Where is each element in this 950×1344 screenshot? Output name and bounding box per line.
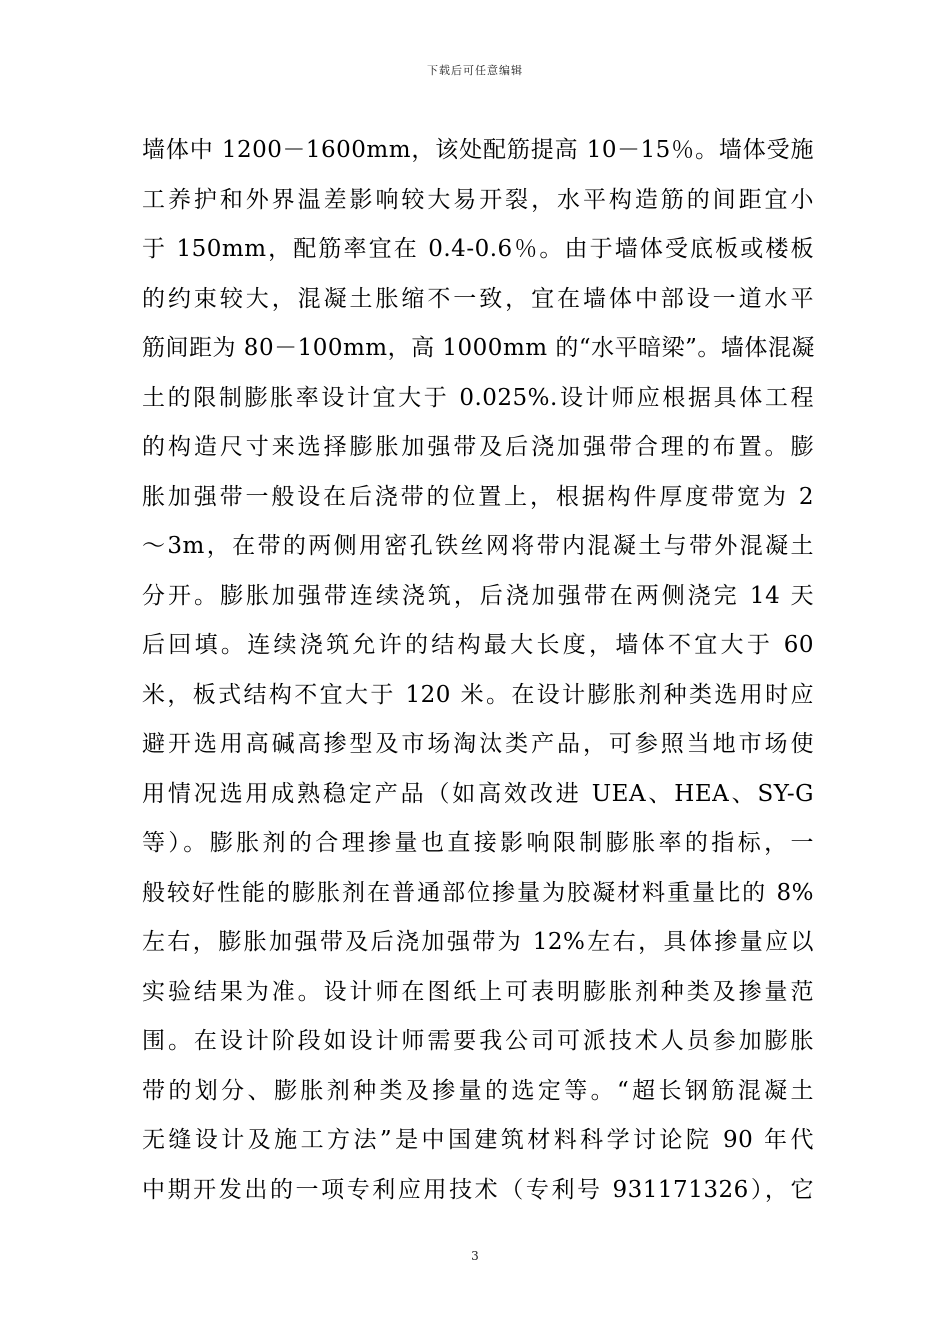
text-line: 米，板式结构不宜大于 120 米。在设计膨胀剂种类选用时应	[142, 681, 814, 708]
page-number: 3	[471, 1249, 479, 1263]
text-line: 分开。膨胀加强带连续浇筑，后浇加强带在两侧浇完 14 天	[142, 582, 814, 609]
text-line: 工养护和外界温差影响较大易开裂，水平构造筋的间距宜小	[142, 186, 814, 213]
text-line: 后回填。连续浇筑允许的结构最大长度，墙体不宜大于 60	[142, 632, 814, 658]
page-header: 下载后可任意编辑	[427, 64, 523, 77]
text-line: 筋间距为 80－100mm，高 1000mm 的“水平暗梁”。墙体混凝	[142, 335, 815, 361]
text-line: 等）。膨胀剂的合理掺量也直接影响限制膨胀率的指标，一	[142, 830, 814, 856]
text-line: 用情况选用成熟稳定产品（如高效改进 UEA、HEA、SY-G	[142, 780, 814, 807]
body-text	[142, 126, 814, 1215]
text-line: 避开选用高碱高掺型及市场淘汰类产品，可参照当地市场使	[142, 731, 814, 757]
text-line: 带的划分、膨胀剂种类及掺量的选定等。“超长钢筋混凝土	[142, 1077, 814, 1104]
text-line: 墙体中 1200－1600mm，该处配筋提高 10－15％。墙体受施	[142, 137, 814, 163]
text-line: 于 150mm，配筋率宜在 0.4-0.6％。由于墙体受底板或楼板	[142, 236, 814, 262]
text-line: 中期开发出的一项专利应用技术（专利号 931171326），它	[142, 1176, 814, 1203]
text-line: 围。在设计阶段如设计师需要我公司可派技术人员参加膨胀	[142, 1028, 814, 1054]
text-line: 无缝设计及施工方法”是中国建筑材料科学讨论院 90 年代	[142, 1127, 814, 1153]
text-line: 般较好性能的膨胀剂在普通部位掺量为胶凝材料重量比的 8%	[142, 879, 814, 906]
text-line: 的约束较大，混凝土胀缩不一致，宜在墙体中部设一道水平	[142, 285, 814, 312]
text-line: 胀加强带一般设在后浇带的位置上，根据构件厚度带宽为 2	[142, 483, 814, 510]
text-line: 实验结果为准。设计师在图纸上可表明膨胀剂种类及掺量范	[142, 978, 814, 1005]
text-line: ～3m，在带的两侧用密孔铁丝网将带内混凝土与带外混凝土	[142, 533, 814, 559]
text-line: 左右，膨胀加强带及后浇加强带为 12%左右，具体掺量应以	[142, 929, 814, 955]
text-line: 的构造尺寸来选择膨胀加强带及后浇加强带合理的布置。膨	[142, 434, 814, 460]
text-line: 土的限制膨胀率设计宜大于 0.025%.设计师应根据具体工程	[142, 384, 814, 411]
